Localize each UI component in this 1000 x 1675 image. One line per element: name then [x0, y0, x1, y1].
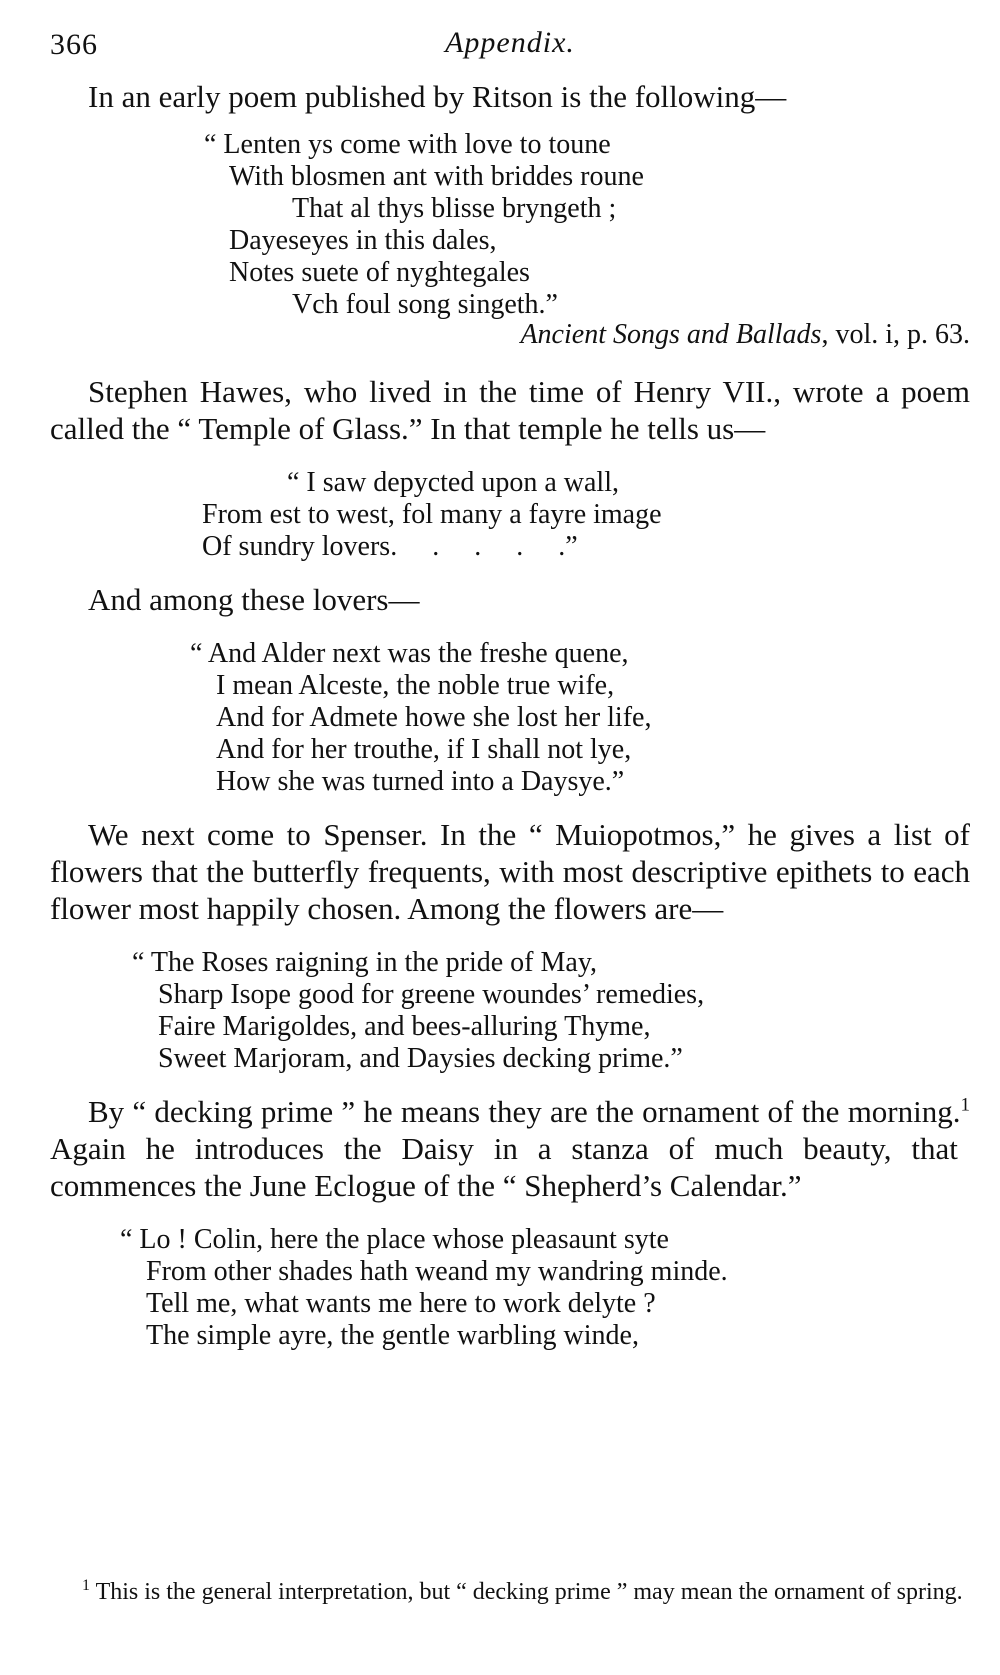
poem-line: “ Lenten ys come with love to toune — [204, 129, 611, 160]
footnote — [50, 1578, 970, 1607]
footnote-mark: 1 — [82, 1577, 90, 1594]
poem-line: Sharp Isope good for greene woundes’ remedies, — [158, 979, 705, 1010]
poem-line: “ And Alder next was the freshe quene, — [190, 638, 629, 669]
poem-line: And for her trouthe, if I shall not lye, — [216, 734, 632, 765]
paragraph-ritson-intro: In an early poem published by Ritson is the following— — [88, 79, 787, 114]
poem-line: How she was turned into a Daysye.” — [216, 766, 625, 797]
poem-line: “ The Roses raigning in the pride of May, — [132, 947, 598, 978]
page-number: 366 — [50, 28, 98, 61]
paragraph-decking-prime — [50, 1093, 970, 1204]
poem-line: Vch foul song singeth.” — [292, 289, 558, 320]
poem-line: Of sundry lovers. . . . .” — [202, 531, 578, 562]
poem-line: “ Lo ! Colin, here the place whose pleasaunt syte — [120, 1224, 669, 1255]
poem-line: Tell me, what wants me here to work delyte ? — [146, 1288, 656, 1319]
poem-line: With blosmen ant with briddes roune — [229, 161, 644, 192]
poem-line: I mean Alceste, the noble true wife, — [216, 670, 615, 701]
attribution-reference: , vol. i, p. 63. — [821, 319, 970, 350]
poem-line: Dayeseyes in this dales, — [229, 225, 497, 256]
poem-attribution — [50, 319, 970, 351]
poem-line: From other shades hath weand my wandring minde. — [146, 1256, 728, 1287]
poem-line: From est to west, fol many a fayre image — [202, 499, 662, 530]
paragraph-among-lovers: And among these lovers— — [88, 582, 420, 617]
poem-line: Faire Marigoldes, and bees-alluring Thyme, — [158, 1011, 651, 1042]
poem-line: Sweet Marjoram, and Daysies decking prime.” — [158, 1043, 683, 1074]
poem-line: The simple ayre, the gentle warbling winde, — [146, 1320, 639, 1351]
poem-line: Notes suete of nyghtegales — [229, 257, 530, 288]
poem-lenten — [204, 129, 970, 321]
book-page — [50, 22, 970, 1370]
footnote-text: This is the general interpretation, but “ decking prime ” may mean the ornament of spring. — [90, 1579, 963, 1605]
poem-muiopotmos — [132, 947, 970, 1075]
paragraph-hawes: Stephen Hawes, who lived in the time of Henry VII., wrote a poem called the “ Temple of Glass.” In that temple he tells us— — [50, 374, 970, 446]
poem-line: That al thys blisse bryngeth ; — [292, 193, 617, 224]
paragraph-spenser: We next come to Spenser. In the “ Muiopotmos,” he gives a list of flowers that the butterfly frequents, with most descriptive epithets to each flower most happily chosen. Among the flowers are— — [50, 817, 970, 926]
poem-alceste — [190, 638, 970, 798]
poem-temple-of-glass — [202, 467, 970, 563]
paragraph-text: Again he introduces the Daisy in a stanza of much beauty, that commences the June Eclogue of the “ Shepherd’s Calendar.” — [50, 1131, 958, 1203]
page-header — [50, 22, 970, 72]
poem-shepherds-calendar — [120, 1224, 970, 1352]
poem-line: And for Admete howe she lost her life, — [216, 702, 652, 733]
poem-line: “ I saw depycted upon a wall, — [287, 467, 619, 498]
paragraph-text: By “ decking prime ” he means they are the ornament of the morning. — [88, 1094, 961, 1129]
footnote-reference[interactable]: 1 — [960, 1094, 970, 1116]
attribution-work-title: Ancient Songs and Ballads — [520, 319, 822, 350]
running-head: Appendix. — [445, 26, 575, 59]
